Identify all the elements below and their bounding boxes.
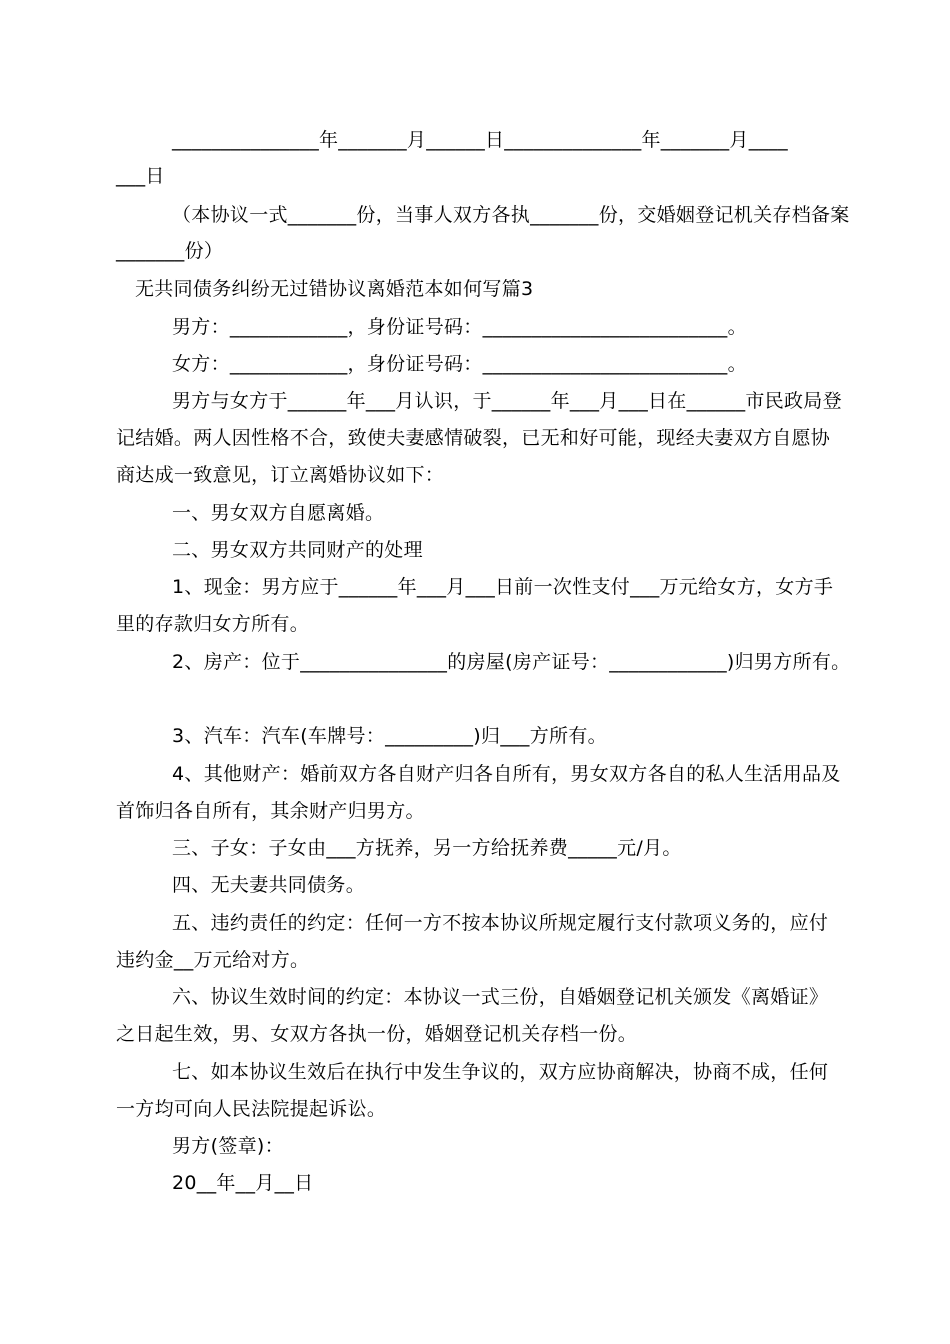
clause-5-1: 五、违约责任的约定：任何一方不按本协议所规定履行支付款项义务的，应付 [172,912,829,934]
copies-note-1: （本协议一式_______份，当事人双方各执_______份，交婚姻登记机关存档备案 [172,204,850,226]
clause-2-other-2: 首饰归各自所有，其余财产归男方。 [116,800,425,822]
clause-6-1: 六、协议生效时间的约定：本协议一式三份，自婚姻登记机关颁发《离婚证》 [172,986,829,1008]
section-heading: 无共同债务纠纷无过错协议离婚范本如何写篇3 [135,278,534,300]
clause-7-2: 一方均可向人民法院提起诉讼。 [116,1098,387,1120]
clause-5-2: 违约金__万元给对方。 [116,949,310,971]
clause-2-cash-2: 里的存款归女方所有。 [116,613,310,635]
clause-2-house: 2、房产：位于_______________的房屋(房产证号：____________)归男方所有。 [172,651,851,673]
clause-3: 三、子女：子女由___方抚养，另一方给抚养费_____元/月。 [172,837,682,859]
signature-date-line: 20__年__月__日 [172,1172,314,1194]
clause-2-cash-1: 1、现金：男方应于______年___月___日前一次性支付___万元给女方，女方手 [172,576,834,598]
copies-note-2: _______份） [116,240,224,262]
female-party-line: 女方：____________，身份证号码：_________________________。 [172,353,747,375]
male-signature-line: 男方(签章)： [172,1135,284,1157]
male-party-line: 男方：____________，身份证号码：_________________________。 [172,316,747,338]
clause-6-2: 之日起生效，男、女双方各执一份，婚姻登记机关存档一份。 [116,1023,638,1045]
intro-paragraph-2: 记结婚。两人因性格不合，致使夫妻感情破裂，已无和好可能，现经夫妻双方自愿协 [116,427,831,449]
intro-paragraph-1: 男方与女方于______年___月认识，于______年___月___日在______市民政局登 [172,390,842,412]
clause-2: 二、男女双方共同财产的处理 [172,539,423,561]
clause-2-car: 3、汽车：汽车(车牌号：_________)归___方所有。 [172,725,607,747]
date-line-2: ___日 [116,165,165,187]
clause-7-1: 七、如本协议生效后在执行中发生争议的，双方应协商解决，协商不成，任何 [172,1061,829,1083]
intro-paragraph-3: 商达成一致意见，订立离婚协议如下： [116,464,445,486]
clause-2-other-1: 4、其他财产：婚前双方各自财产归各自所有，男女双方各自的私人生活用品及 [172,763,841,785]
clause-1: 一、男女双方自愿离婚。 [172,502,385,524]
clause-4: 四、无夫妻共同债务。 [172,874,366,896]
date-line-1: _______________年_______月______日______________年_______月____ [172,129,788,151]
